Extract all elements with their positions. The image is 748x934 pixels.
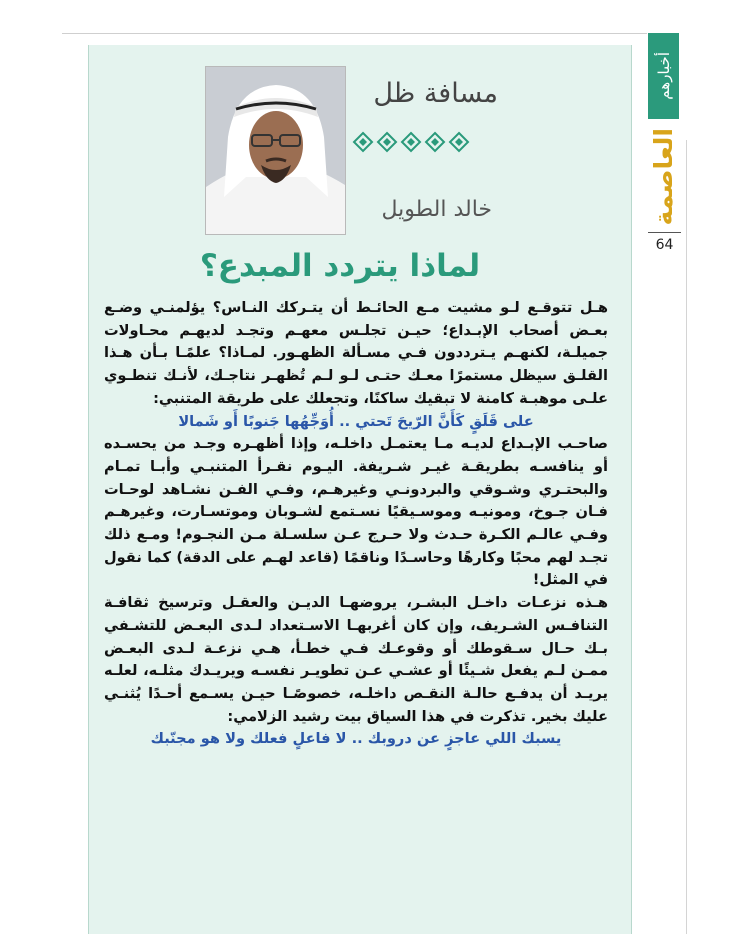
column-title: مسافة ظل: [373, 78, 498, 109]
poem-verse: يسبك اللي عاجزٍ عن دروبك .. لا فاعلٍ فعلك ولا هو مجنّبك: [150, 730, 562, 748]
section-tab-label: أخبارهم: [654, 52, 673, 100]
article-body: [104, 297, 608, 751]
author-portrait-illustration: [206, 67, 345, 234]
page-top-rule: [62, 33, 647, 34]
page-number: 64: [655, 237, 674, 253]
article-paragraph: صاحـب الإبـداع لديـه مـا يعتمـل داخلـه، وإذا أظهـره وجـد من يحسـده أو ينافسـه بطريقـة غيـر شـريفة. اليـوم نقـرأ المتنبـي وأبـا تمـام والبحتـري وشـوقي والبردونـي وغيرهـم، وفـي الفـن نشـاهد لوحـات فـان جـوخ، ومونيـه وموسـيقيًا نسـتمع لشـوبان وموتسـارت، وغيرهـم وفـي عالـم الكـرة حـدث ولا حـرج عـن سلسـلة مـن النجـوم! ومـع ذلك تجـد لهم محبًا وكارهًا وحاسـدًا وناقمًا (قاعد لهـم على الدقة) كما نقول في المثل!: [104, 435, 608, 589]
author-photo: [205, 66, 346, 235]
magazine-logo: [648, 126, 679, 228]
page-side-rule: [686, 140, 687, 934]
section-tab[interactable]: [648, 33, 679, 119]
author-name: خالد الطويل: [381, 197, 492, 222]
article-headline: لماذا يتردد المبدع؟: [199, 248, 481, 284]
magazine-logo-text: العاصمة: [649, 128, 678, 226]
article-paragraph: هـل تتوقـع لـو مشيت مـع الحائـط أن يتـركك النـاس؟ يؤلمنـي وضـع بعـض أصحاب الإبـداع؛ حيـن تجلـس معهـم وتجـد لديهـم محـاولات جميلـة، لكنهـم يـترددون فـي مسـألة الظهـور. لمـاذا؟ علمًـا بـأن هـذا القلـق سيظل مستمرًا معـك حتـى لـو لـم تُظهـر نتاجـك، لأنـك تنطـوي علـى موهبـة كامنة لا تبقيك ساكنًا، وتجعلك على طريقة المتنبي:: [104, 299, 608, 407]
article-paragraph: هـذه نزعـات داخـل البشـر، يروضهـا الديـن والعقـل وترسيخ ثقافـة التنافـس الشـريف، وإن كان أغربهـا الاسـتعداد لـدى البعـض للتشـفي بـك حـال سـقوطك أو وقوعـك فـي خطـأ، هـي نزعـة لـدى البعـض ممـن لـم يفعل شـيئًا أو عشـي عـن تطويـر نفسـه ويريـدك مثلـه، لعلـه يريـد أن يدفـع حالـة النقـص داخلـه، خصوصًـا حيـن يسـمع أحـدًا يُثنـي عليك بخير. تذكرت في هذا السياق بيت رشيد الزلامي:: [104, 594, 608, 725]
poem-verse: على قَلَقٍ كَأَنَّ الرّيحَ تَحتي .. أُوَجِّهُها جَنوبًا أَو شَمالا: [178, 412, 534, 430]
ornament-divider: [352, 131, 476, 153]
page-number-rule: [648, 232, 681, 233]
